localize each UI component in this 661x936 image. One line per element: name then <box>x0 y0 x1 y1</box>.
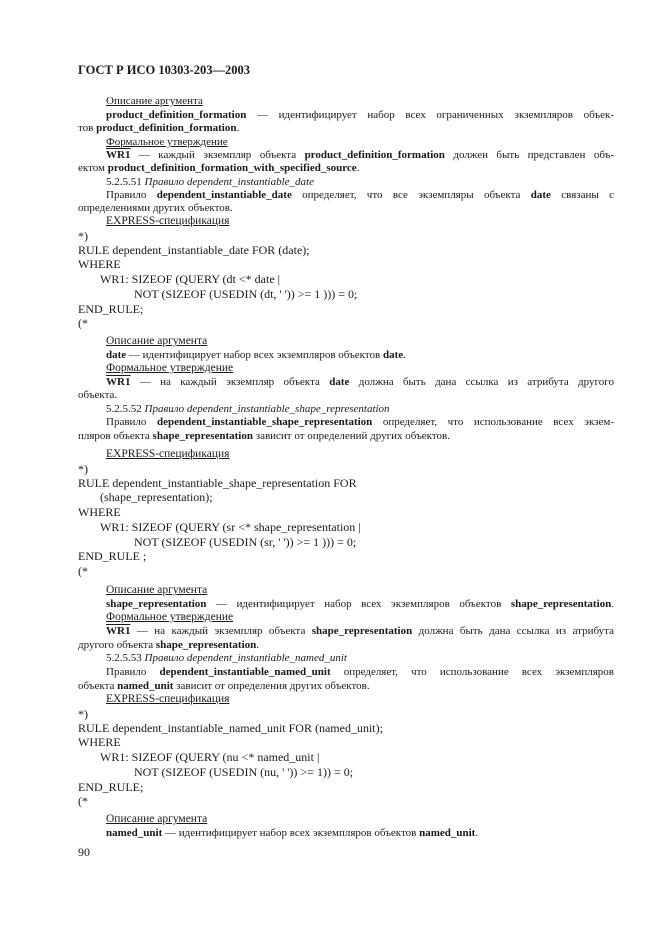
page-number: 90 <box>78 845 90 859</box>
heading-express-spec: EXPRESS-спецификация <box>106 448 230 460</box>
code-line: WHERE <box>78 257 121 271</box>
paragraph-line: WR1 — каждый экземпляр объекта product_definition_formation должен быть представлен объ- <box>106 149 614 161</box>
heading-formal-statement: Формальное утверждение <box>106 611 234 623</box>
rule-title: 5.2.5.51 Правило dependent_instantiable_date <box>106 176 314 188</box>
heading-formal-statement: Формальное утверждение <box>106 362 234 374</box>
code-line: WHERE <box>78 505 121 519</box>
code-line: RULE dependent_instantiable_date FOR (date); <box>78 243 310 257</box>
code-line: NOT (SIZEOF (USEDIN (nu, ' ')) >= 1)) = 0; <box>134 765 354 779</box>
code-line: NOT (SIZEOF (USEDIN (dt, ' ')) >= 1 ))) = 0; <box>134 287 358 301</box>
paragraph-line: Правило dependent_instantiable_date определяет, что все экземпляры объекта date связаны с <box>106 189 614 201</box>
paragraph-line: date — идентифицирует набор всех экземпляров объектов date. <box>106 349 406 361</box>
code-line: END_RULE; <box>78 780 144 794</box>
paragraph-line: определениями других объектов. <box>78 202 233 214</box>
heading-argument-description: Описание аргумента <box>106 584 208 596</box>
heading-express-spec: EXPRESS-спецификация <box>106 693 230 705</box>
heading-argument-description: Описание аргумента <box>106 813 208 825</box>
code-line: END_RULE; <box>78 302 144 316</box>
heading-argument-description: Описание аргумента <box>106 95 203 107</box>
paragraph-line: WR1 — на каждый экземпляр объекта shape_representation должна быть дана ссылка из атрибута <box>106 625 615 637</box>
code-line: WHERE <box>78 735 121 749</box>
code-line: RULE dependent_instantiable_shape_representation FOR <box>78 476 357 490</box>
code-line: WR1: SIZEOF (QUERY (nu <* named_unit | <box>100 750 320 764</box>
document-header: ГОСТ Р ИСО 10303-203—2003 <box>78 63 251 77</box>
code-line: (shape_representation); <box>100 490 213 504</box>
code-line: NOT (SIZEOF (USEDIN (sr, ' ')) >= 1 ))) = 0; <box>134 535 357 549</box>
code-line: (* <box>78 316 88 330</box>
code-line: (* <box>78 564 88 578</box>
rule-title: 5.2.5.52 Правило dependent_instantiable_shape_representation <box>106 403 390 415</box>
code-line: END_RULE ; <box>78 549 147 563</box>
code-line: WR1: SIZEOF (QUERY (dt <* date | <box>100 272 281 286</box>
code-line: *) <box>78 707 88 721</box>
rule-title: 5.2.5.53 Правило dependent_instantiable_named_unit <box>106 652 347 664</box>
heading-formal-statement: Формальное утверждение <box>106 136 228 148</box>
paragraph-line: объекта. <box>78 389 118 401</box>
heading-express-spec: EXPRESS-спецификация <box>106 215 230 227</box>
paragraph-line: ектом product_definition_formation_with_specified_source. <box>78 162 360 174</box>
paragraph-line: тов product_definition_formation. <box>78 122 240 134</box>
heading-argument-description: Описание аргумента <box>106 335 208 347</box>
paragraph-line: WR1 — на каждый экземпляр объекта date должна быть дана ссылка из атрибута другого <box>106 376 614 388</box>
code-line: *) <box>78 462 88 476</box>
paragraph-line: другого объекта shape_representation. <box>78 639 260 651</box>
paragraph-line: пляров объекта shape_representation зависит от определений других объектов. <box>78 430 450 442</box>
paragraph-line: Правило dependent_instantiable_shape_representation определяет, что использование всех экзем- <box>106 416 615 428</box>
paragraph-line: Правило dependent_instantiable_named_unit определяет, что использование всех экземпляров <box>106 666 614 678</box>
code-line: (* <box>78 794 88 808</box>
paragraph-line: named_unit — идентифицирует набор всех экземпляров объектов named_unit. <box>106 827 479 839</box>
paragraph-line: объекта named_unit зависит от определения других объектов. <box>78 680 370 692</box>
paragraph-line: product_definition_formation — идентифицирует набор всех ограниченных экземпляров объек- <box>106 109 614 121</box>
code-line: WR1: SIZEOF (QUERY (sr <* shape_representation | <box>100 520 361 534</box>
paragraph-line: shape_representation — идентифицирует набор всех экземпляров объектов shape_representation. <box>106 598 614 610</box>
code-line: RULE dependent_instantiable_named_unit FOR (named_unit); <box>78 721 383 735</box>
code-line: *) <box>78 229 88 243</box>
